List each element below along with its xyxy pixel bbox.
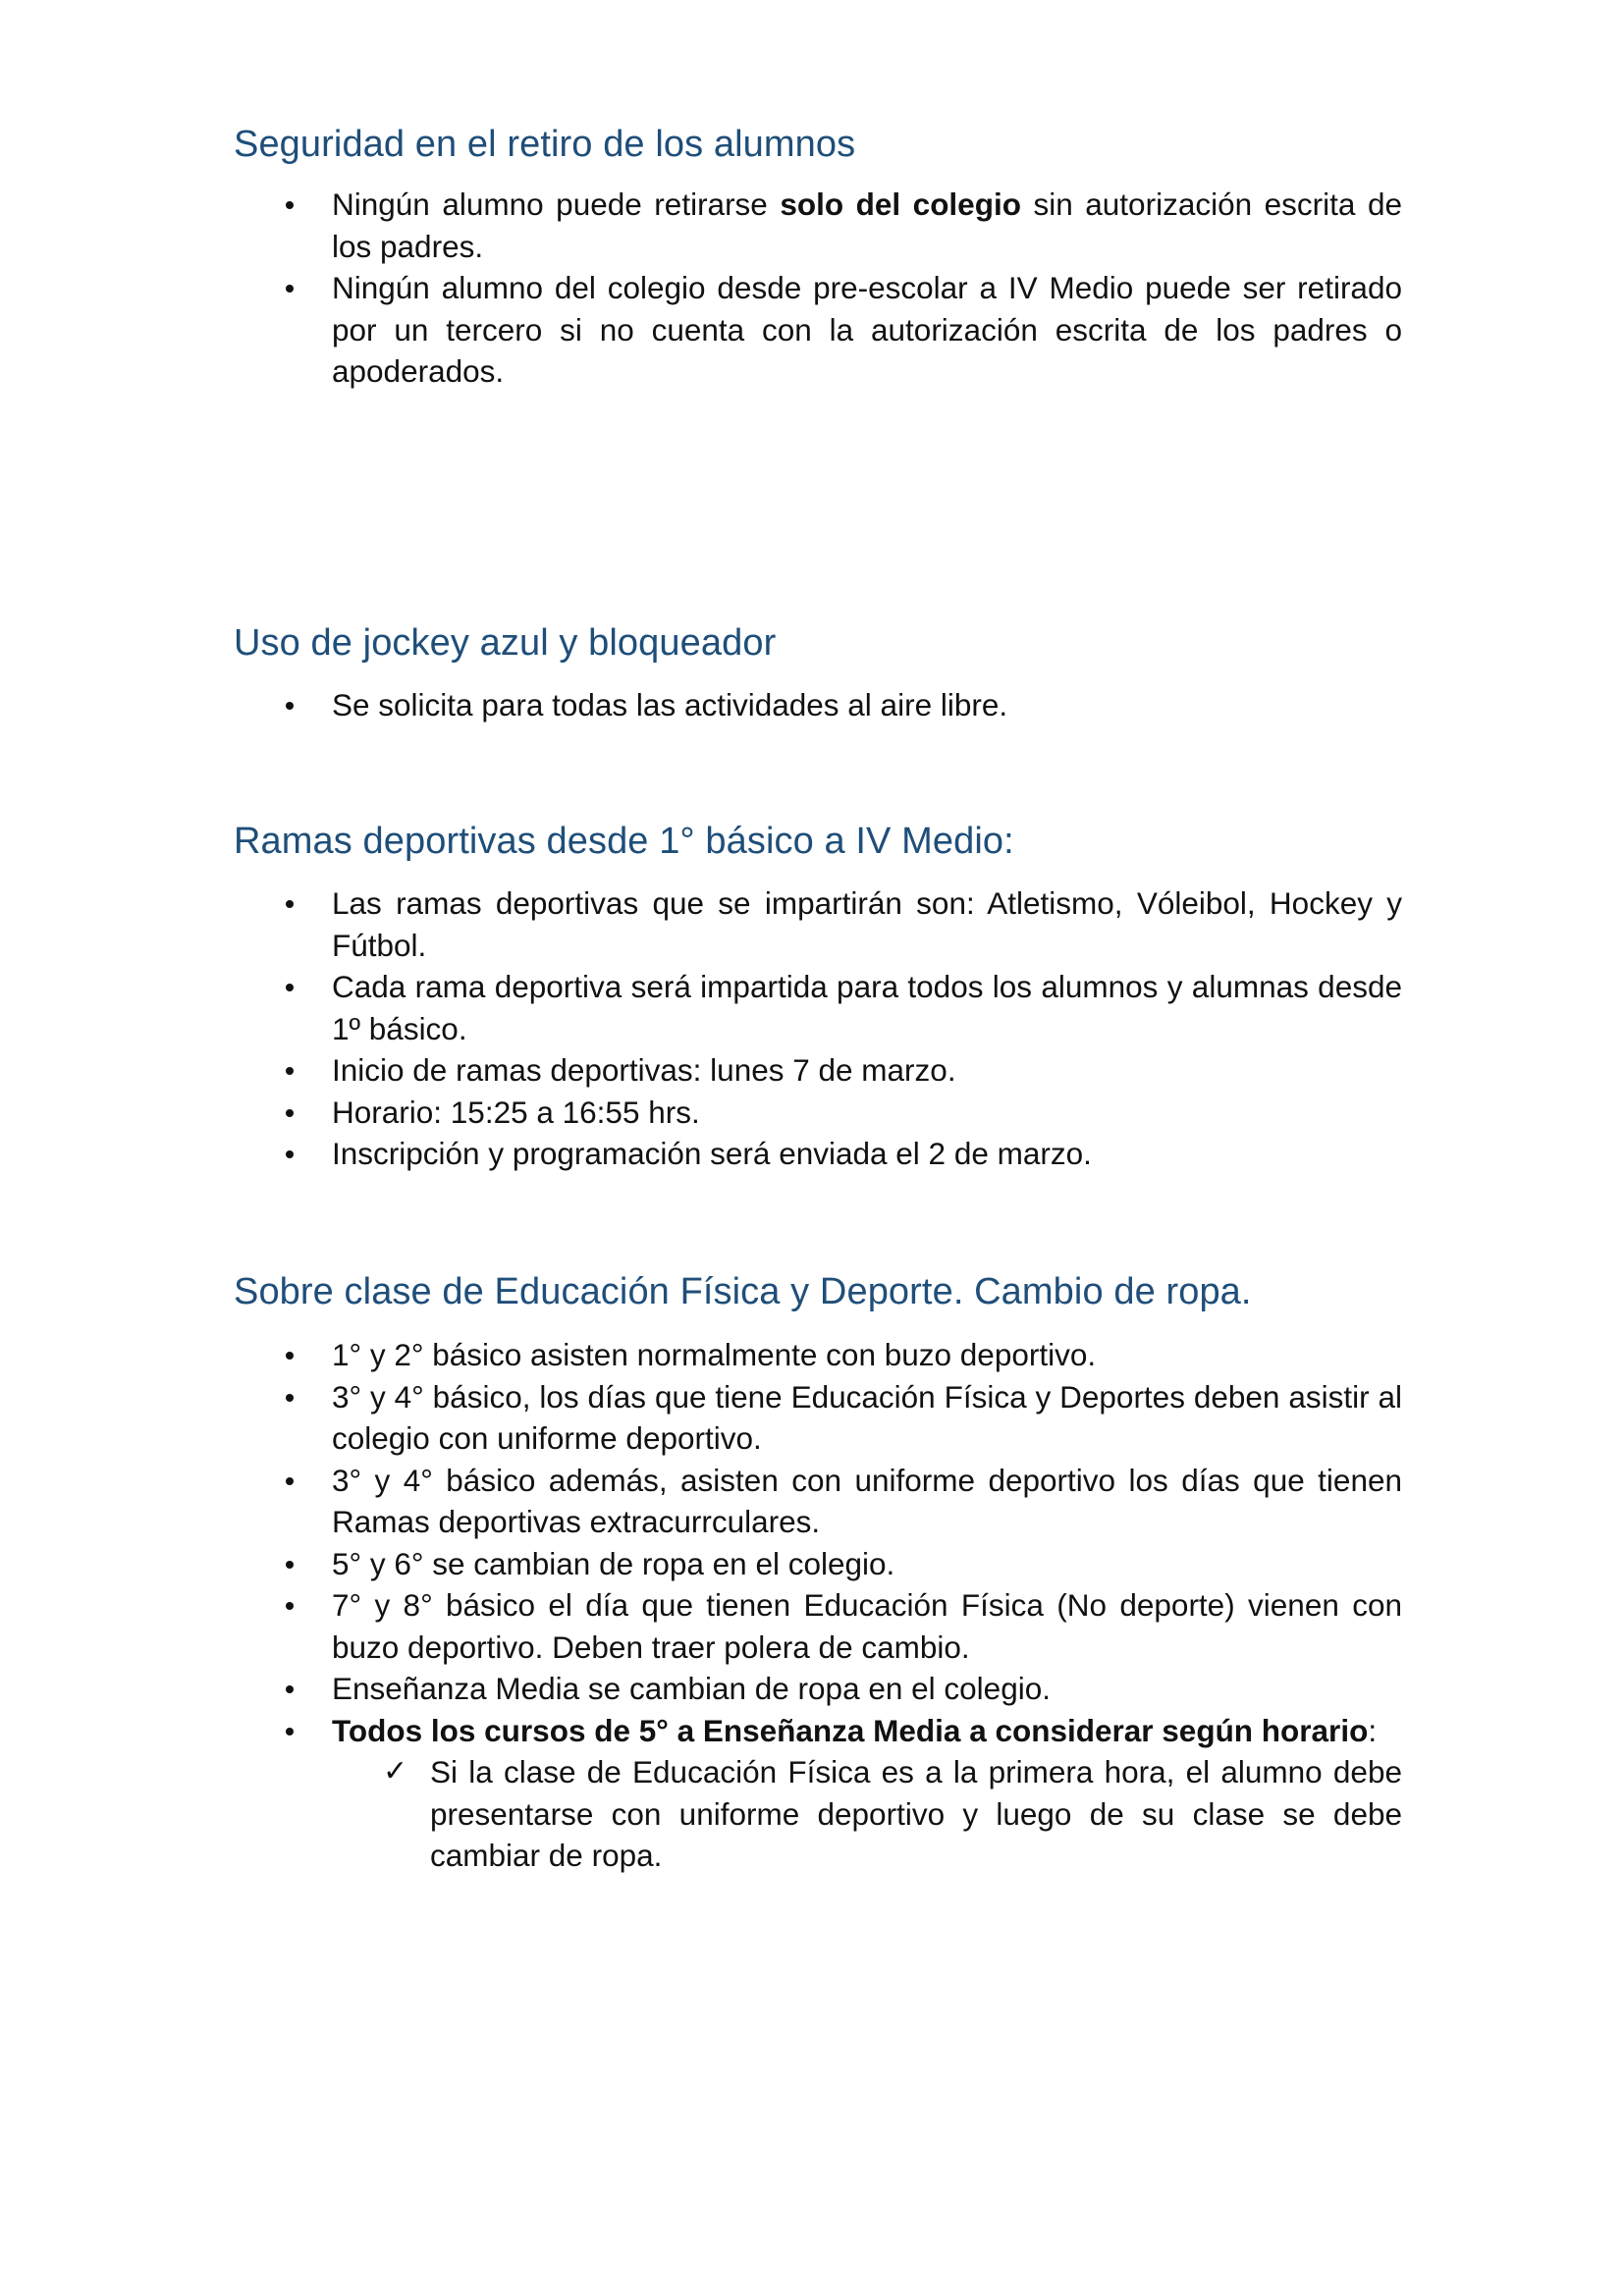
item-text: 3° y 4° básico, los días que tiene Educación Física y Deportes deben asistir al colegio con uniforme deportivo. xyxy=(332,1378,1402,1456)
item-text: 1° y 2° básico asisten normalmente con buzo deportivo. xyxy=(332,1337,1097,1372)
bullet-icon xyxy=(286,1067,294,1075)
item-text: Cada rama deportiva será impartida para todos los alumnos y alumnas desde 1º básico. xyxy=(332,969,1402,1046)
bullet-icon xyxy=(286,1150,294,1158)
item-text: 5° y 6° se cambian de ropa en el colegio. xyxy=(332,1545,895,1581)
bullet-icon xyxy=(286,1352,294,1360)
check-list xyxy=(332,1751,1402,1877)
list-item xyxy=(234,267,1402,393)
list-item xyxy=(234,684,1402,726)
bullet-icon xyxy=(286,201,294,209)
list-item xyxy=(234,1092,1402,1134)
item-bold-text: solo del colegio xyxy=(780,187,1021,222)
section-title: Seguridad en el retiro de los alumnos xyxy=(234,124,856,165)
bullet-icon xyxy=(286,1477,294,1485)
list-item xyxy=(234,1460,1402,1543)
bullet-icon xyxy=(286,1394,294,1402)
bullet-list xyxy=(234,684,1402,726)
bullet-icon xyxy=(286,984,294,991)
bullet-list xyxy=(234,1334,1402,1751)
list-item xyxy=(234,966,1402,1049)
item-text: 3° y 4° básico además, asisten con uniforme deportivo los días que tienen Ramas deportivas extracurrculares. xyxy=(332,1462,1402,1539)
list-item xyxy=(234,1710,1402,1752)
section-title: Sobre clase de Educación Física y Deporte. Cambio de ropa. xyxy=(234,1271,1252,1312)
bullet-icon xyxy=(286,285,294,293)
list-item xyxy=(234,1049,1402,1092)
section-title: Ramas deportivas desde 1° básico a IV Medio: xyxy=(234,821,1014,862)
section-seguridad xyxy=(234,122,1402,393)
item-text: Ningún alumno puede retirarse xyxy=(332,187,781,222)
bullet-icon xyxy=(286,1561,294,1569)
item-text: Ningún alumno del colegio desde pre-escolar a IV Medio puede ser retirado por un tercero si no cuenta con la autorización escrita de los padres o apoderados. xyxy=(332,270,1402,389)
bullet-list xyxy=(234,184,1402,393)
bullet-icon xyxy=(286,900,294,908)
section-educacion-fisica xyxy=(234,1269,1402,1877)
list-item xyxy=(332,1751,1402,1877)
bullet-icon xyxy=(286,702,294,710)
item-text: Inscripción y programación será enviada el 2 de marzo. xyxy=(332,1136,1092,1171)
section-ramas xyxy=(234,819,1402,1175)
checkmark-icon: ✓ xyxy=(383,1755,408,1788)
item-text: : xyxy=(1368,1712,1378,1748)
item-text: Se solicita para todas las actividades al aire libre. xyxy=(332,687,1008,722)
section-jockey xyxy=(234,620,1402,726)
list-item xyxy=(234,1543,1402,1585)
list-item xyxy=(234,1376,1402,1460)
list-item xyxy=(234,882,1402,966)
item-text: Enseñanza Media se cambian de ropa en el colegio. xyxy=(332,1671,1051,1706)
bullet-icon xyxy=(286,1109,294,1117)
bullet-icon xyxy=(286,1728,294,1735)
list-item xyxy=(234,1334,1402,1376)
item-text: Inicio de ramas deportivas: lunes 7 de marzo. xyxy=(332,1052,956,1088)
list-item xyxy=(234,184,1402,267)
item-text: 7° y 8° básico el día que tienen Educación Física (No deporte) vienen con buzo deportivo. Deben traer polera de cambio. xyxy=(332,1587,1402,1665)
bullet-icon xyxy=(286,1602,294,1610)
list-item xyxy=(234,1584,1402,1668)
bullet-icon xyxy=(286,1685,294,1693)
item-bold-text: Todos los cursos de 5° a Enseñanza Media a considerar según horario xyxy=(332,1712,1369,1748)
bullet-list xyxy=(234,882,1402,1175)
item-text: Si la clase de Educación Física es a la primera hora, el alumno debe presentarse con uniforme deportivo y luego de su clase se debe cambiar de ropa. xyxy=(430,1754,1402,1873)
section-title: Uso de jockey azul y bloqueador xyxy=(234,622,777,664)
list-item xyxy=(234,1668,1402,1710)
item-text: Horario: 15:25 a 16:55 hrs. xyxy=(332,1094,700,1130)
item-text: sin autorización escrita de los padres. xyxy=(332,187,1402,264)
list-item xyxy=(234,1133,1402,1175)
item-text: Las ramas deportivas que se impartirán son: Atletismo, Vóleibol, Hockey y Fútbol. xyxy=(332,885,1402,963)
